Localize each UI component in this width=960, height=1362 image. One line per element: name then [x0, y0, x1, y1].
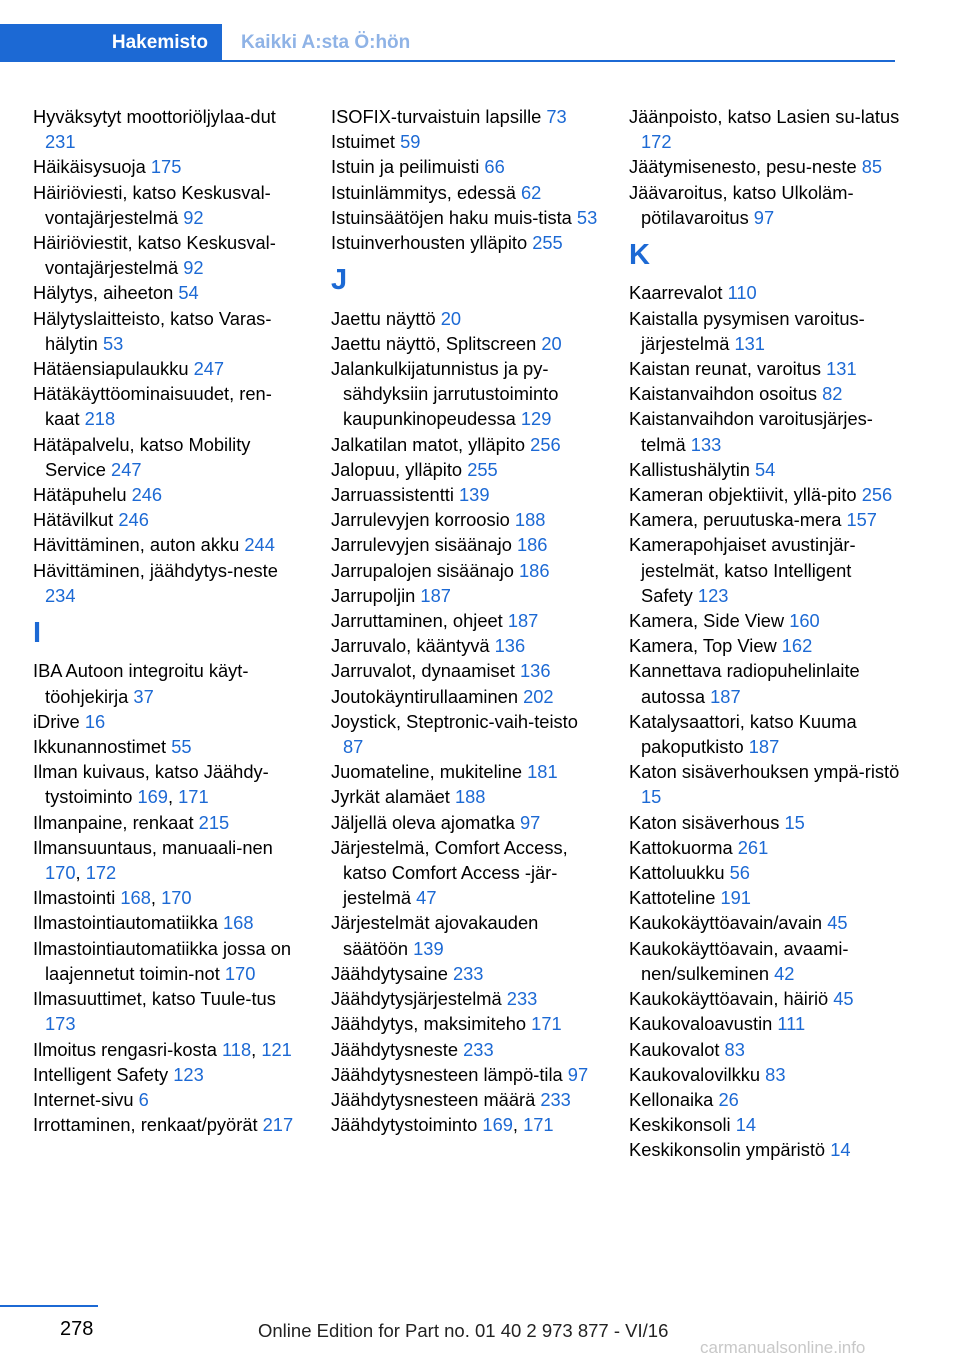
entry-term: Joutokäyntirullaaminen — [331, 685, 524, 707]
entry-term: Juomateline, mukiteline — [331, 761, 528, 783]
page-link[interactable]: 66 — [484, 156, 505, 178]
section-letter: J — [331, 264, 348, 297]
header-divider — [0, 60, 895, 62]
page-link[interactable]: 187 — [420, 584, 451, 606]
entry-term: Kaukovaloavustin — [629, 1013, 778, 1035]
index-entry — [629, 658, 904, 708]
index-entry — [33, 532, 303, 557]
entry-term: Intelligent Safety — [33, 1063, 174, 1085]
page-link[interactable]: 97 — [753, 206, 775, 228]
entry-term: Jalopuu, ylläpito — [331, 458, 468, 480]
index-entry — [331, 129, 601, 154]
entry-term: Kamera, Top View — [629, 635, 782, 657]
page-link[interactable]: 85 — [861, 156, 883, 178]
page-link[interactable]: 171 — [531, 1013, 562, 1035]
index-column-3 — [629, 104, 904, 1163]
index-entry — [33, 381, 303, 431]
page-link[interactable]: 233 — [540, 1088, 571, 1110]
page-separator: , — [167, 786, 179, 808]
page-link[interactable]: 54 — [755, 458, 776, 480]
index-column-1 — [33, 104, 303, 1137]
index-entry — [629, 885, 904, 910]
page-link[interactable]: 218 — [84, 408, 116, 430]
page-link[interactable]: 121 — [261, 1038, 292, 1060]
page-link[interactable]: 234 — [45, 584, 76, 606]
entry-term: Hälytys, aiheeton — [33, 282, 179, 304]
index-entry — [629, 280, 904, 305]
entry-term: Keskikonsoli — [629, 1114, 736, 1136]
entry-term: Järjestelmät ajovakauden säätöön — [331, 912, 539, 959]
page-link[interactable]: 171 — [523, 1114, 554, 1136]
entry-term: Ilman kuivaus, katso Jäähdy‐tystoiminto — [33, 761, 269, 808]
page-link[interactable]: 83 — [765, 1063, 786, 1085]
entry-term: Kaistanvaihdon osoitus — [629, 383, 823, 405]
page-link[interactable]: 175 — [150, 156, 182, 178]
entry-term: Jarrulevyjen korroosio — [331, 509, 515, 531]
page-link[interactable]: 14 — [830, 1139, 851, 1161]
section-letter: I — [33, 617, 42, 650]
page-link[interactable]: 15 — [784, 811, 805, 833]
page-link[interactable]: 169 — [482, 1114, 513, 1136]
entry-term: Irrottaminen, renkaat/pyörät — [33, 1114, 263, 1136]
page-link[interactable]: 136 — [494, 635, 526, 657]
page-link[interactable]: 14 — [735, 1114, 757, 1136]
page-link[interactable]: 231 — [45, 131, 76, 153]
index-entry — [629, 633, 904, 658]
page-separator: , — [75, 862, 86, 884]
entry-term: Häiriöviesti, katso Keskusval‐vontajärjestelmä — [33, 181, 271, 228]
page-link[interactable]: 170 — [224, 962, 256, 984]
page-link[interactable]: 170 — [45, 862, 76, 884]
index-entry — [33, 558, 303, 608]
index-entry — [331, 104, 601, 129]
entry-term: Kaukovalovilkku — [629, 1063, 766, 1085]
index-entry — [629, 356, 904, 381]
index-entry — [33, 507, 303, 532]
page-link[interactable]: 181 — [527, 761, 558, 783]
entry-term: Jäävaroitus, katso Ulkoläm‐pötilavaroitus — [629, 181, 854, 228]
index-entry — [331, 910, 601, 960]
index-entry — [331, 961, 601, 986]
entry-term: Hälytyslaitteisto, katso Varas‐hälytin — [33, 307, 272, 354]
page-link[interactable]: 256 — [861, 484, 893, 506]
page-link[interactable]: 191 — [720, 887, 751, 909]
page-link[interactable]: 47 — [416, 887, 437, 909]
index-entry — [331, 1062, 601, 1087]
index-entry — [629, 910, 904, 935]
entry-term: Kaistalla pysymisen varoitus‐järjestelmä — [629, 307, 865, 354]
footer-divider — [0, 1305, 98, 1307]
index-entry — [629, 532, 904, 608]
page-link[interactable]: 73 — [546, 106, 567, 127]
page-link[interactable]: 20 — [440, 307, 462, 329]
index-entry — [629, 306, 904, 356]
index-entry — [33, 986, 303, 1036]
page-link[interactable]: 123 — [173, 1063, 204, 1085]
index-entry — [331, 835, 601, 911]
page-link[interactable]: 82 — [822, 383, 843, 405]
entry-term: Ikkunannostimet — [33, 736, 172, 758]
index-entry — [629, 1037, 904, 1062]
page-link[interactable]: 217 — [262, 1114, 294, 1136]
page-separator: , — [150, 887, 162, 909]
tab-kaikki-a-o[interactable]: Kaikki A:sta Ö:hön — [241, 32, 411, 53]
entry-term: Jyrkät alamäet — [331, 786, 455, 808]
page-link[interactable]: 97 — [520, 811, 541, 833]
entry-term: Hävittäminen, jäähdytys‐neste — [33, 559, 278, 581]
entry-term: Istuimet — [331, 131, 401, 153]
index-entry — [331, 306, 601, 331]
index-entry — [629, 608, 904, 633]
entry-term: Kamerapohjaiset avustinjär‐jestelmät, katso Intelligent Safety — [629, 534, 856, 606]
header-bar — [0, 24, 895, 62]
page-link[interactable]: 168 — [120, 887, 151, 909]
page-link[interactable]: 136 — [520, 660, 551, 682]
index-entry — [331, 986, 601, 1011]
page-link[interactable]: 246 — [131, 484, 163, 506]
page-link[interactable]: 129 — [520, 408, 552, 430]
entry-term: Kaarrevalot — [629, 282, 728, 304]
index-entry — [331, 633, 601, 658]
page-link[interactable]: 247 — [111, 458, 142, 480]
index-entry — [33, 1062, 303, 1087]
page-link[interactable]: 187 — [710, 685, 741, 707]
page-link[interactable]: 45 — [827, 912, 848, 934]
page-link[interactable]: 173 — [45, 1013, 76, 1035]
page-link[interactable]: 233 — [463, 1038, 494, 1060]
page-link[interactable]: 123 — [697, 584, 729, 606]
page-link[interactable]: 246 — [118, 509, 149, 531]
index-entry — [629, 381, 904, 406]
index-entry — [629, 154, 904, 179]
index-entry — [629, 1062, 904, 1087]
entry-term: Hätäkäyttöominaisuudet, ren‐kaat — [33, 383, 272, 430]
page-separator: , — [512, 1114, 524, 1136]
index-entry — [33, 180, 303, 230]
page-link[interactable]: 37 — [133, 685, 154, 707]
page-link[interactable]: 92 — [183, 206, 204, 228]
page-separator: , — [251, 1038, 262, 1060]
index-entry — [629, 457, 904, 482]
entry-term: Jarrupalojen sisäänajo — [331, 559, 520, 581]
entry-term: Jaettu näyttö, Splitscreen — [331, 332, 542, 354]
entry-term: Internet-sivu — [33, 1088, 139, 1110]
entry-term: Jarruttaminen, ohjeet — [331, 610, 508, 632]
entry-term: Katon sisäverhous — [629, 811, 785, 833]
page-link[interactable]: 188 — [514, 509, 546, 531]
entry-term: Jalkatilan matot, ylläpito — [331, 433, 531, 455]
page-link[interactable]: 118 — [221, 1038, 252, 1060]
page-link[interactable]: 187 — [507, 610, 539, 632]
entry-term: Kallistushälytin — [629, 458, 755, 480]
page-link[interactable]: 172 — [641, 131, 672, 153]
page-link[interactable]: 186 — [519, 559, 550, 581]
index-entry — [331, 658, 601, 683]
page-link[interactable]: 131 — [826, 358, 857, 380]
index-entry — [629, 860, 904, 885]
entry-term: iDrive — [33, 710, 85, 732]
entry-term: Jäähdytysneste — [331, 1038, 464, 1060]
index-entry — [33, 709, 303, 734]
entry-term: Jäähdytysjärjestelmä — [331, 988, 507, 1010]
entry-term: Hätävilkut — [33, 509, 119, 531]
entry-term: Ilmastointiautomatiikka — [33, 912, 223, 934]
index-entry — [331, 331, 601, 356]
entry-term: Jarruvalot, dynaamiset — [331, 660, 520, 682]
page-link[interactable]: 97 — [567, 1063, 589, 1085]
entry-term: Istuinverhousten ylläpito — [331, 232, 533, 254]
entry-term: Kattoluukku — [629, 862, 730, 884]
entry-term: Joystick, Steptronic-vaih‐teisto — [331, 710, 578, 732]
entry-term: Hävittäminen, auton akku — [33, 534, 245, 556]
entry-term: Jäähdytystoiminto — [331, 1114, 483, 1136]
index-entry — [331, 532, 601, 557]
page-link[interactable]: 215 — [198, 811, 230, 833]
entry-term: Kamera, peruutuska‐mera — [629, 509, 847, 531]
page-link[interactable]: 15 — [641, 786, 662, 808]
entry-term: Istuinsäätöjen haku muis‐tista — [331, 206, 577, 228]
index-entry — [33, 810, 303, 835]
page-link[interactable]: 53 — [102, 332, 124, 354]
entry-term: Kattokuorma — [629, 836, 738, 858]
entry-term: Hätäpuhelu — [33, 484, 132, 506]
page-link[interactable]: 59 — [400, 131, 421, 153]
page-link[interactable]: 42 — [774, 962, 795, 984]
entry-term: Istuinlämmitys, edessä — [331, 181, 521, 203]
index-entry — [33, 658, 303, 708]
index-entry — [629, 835, 904, 860]
index-entry — [33, 885, 303, 910]
index-entry — [629, 406, 904, 456]
index-entry — [331, 709, 601, 759]
index-entry — [33, 154, 303, 179]
watermark: carmanualsonline.info — [700, 1338, 866, 1357]
page-link[interactable]: 187 — [748, 736, 780, 758]
entry-term: Kaukokäyttöavain, häiriö — [629, 988, 834, 1010]
page-link[interactable]: 157 — [846, 509, 877, 531]
entry-term: Kattoteline — [629, 887, 721, 909]
index-entry — [629, 180, 904, 230]
index-entry — [629, 104, 904, 154]
index-entry — [331, 684, 601, 709]
entry-term: Kameran objektiivit, yllä‐pito — [629, 484, 862, 506]
entry-term: Kaistanvaihdon varoitusjärjes‐telmä — [629, 408, 873, 455]
index-entry — [629, 936, 904, 986]
entry-term: Kaukokäyttöavain, avaami‐nen/sulkeminen — [629, 937, 849, 984]
index-entry — [331, 180, 601, 205]
index-entry — [331, 482, 601, 507]
entry-term: Kamera, Side View — [629, 610, 790, 632]
entry-term: ISOFIX-turvaistuin lapsille — [331, 106, 547, 127]
index-entry — [33, 482, 303, 507]
entry-term: Häikäisysuoja — [33, 156, 151, 178]
index-entry — [33, 280, 303, 305]
index-entry — [629, 709, 904, 759]
page-link[interactable]: 202 — [523, 685, 554, 707]
entry-term: Ilmastointi — [33, 887, 121, 909]
entry-term: Ilmasuuttimet, katso Tuule‐tus — [33, 988, 276, 1010]
index-entry — [331, 457, 601, 482]
page-link[interactable]: 56 — [729, 862, 750, 884]
index-entry — [33, 104, 303, 154]
page-link[interactable]: 255 — [467, 458, 498, 480]
index-entry — [629, 1112, 904, 1137]
page-link[interactable]: 62 — [521, 181, 542, 203]
page-link[interactable]: 110 — [727, 282, 757, 304]
page-link[interactable]: 55 — [171, 736, 192, 758]
index-column-2 — [331, 104, 601, 1137]
page-link[interactable]: 247 — [193, 358, 225, 380]
index-entry — [33, 835, 303, 885]
index-entry — [629, 810, 904, 835]
entry-term: Jarruassistentti — [331, 484, 460, 506]
entry-term: Keskikonsolin ympäristö — [629, 1139, 831, 1161]
index-entry — [629, 986, 904, 1011]
index-entry — [629, 1087, 904, 1112]
index-entry — [331, 1011, 601, 1036]
index-entry — [33, 1037, 303, 1062]
entry-term: Jäähdytysaine — [331, 962, 453, 984]
page-link[interactable]: 255 — [532, 232, 563, 254]
page-link[interactable]: 170 — [161, 887, 192, 909]
entry-term: Häiriöviestit, katso Keskusval‐vontajärjestelmä — [33, 232, 276, 279]
index-entry — [331, 583, 601, 608]
index-entry — [331, 205, 601, 230]
page-link[interactable]: 26 — [718, 1088, 739, 1110]
entry-term: Ilmansuuntaus, manuaali‐nen — [33, 836, 273, 858]
page-link[interactable]: 139 — [459, 484, 490, 506]
page-link[interactable]: 83 — [724, 1038, 745, 1060]
entry-term: Kaukokäyttöavain/avain — [629, 912, 828, 934]
index-entry — [33, 759, 303, 809]
index-entry — [33, 936, 303, 986]
entry-term: Järjestelmä, Comfort Access, katso Comfort Access -jär‐jestelmä — [331, 836, 568, 909]
page-link[interactable]: 20 — [541, 332, 562, 354]
page-link[interactable]: 92 — [183, 257, 204, 279]
page-link[interactable]: 256 — [530, 433, 561, 455]
entry-term: Kannettava radiopuhelinlaite autossa — [629, 660, 860, 707]
entry-term: Katon sisäverhouksen ympä‐ristö — [629, 761, 900, 783]
entry-term: Jäänpoisto, katso Lasien su‐latus — [629, 106, 900, 127]
index-entry — [629, 507, 904, 532]
page-link[interactable]: 111 — [777, 1013, 806, 1035]
index-entry — [331, 784, 601, 809]
index-entry — [33, 734, 303, 759]
page-link[interactable]: 139 — [413, 937, 444, 959]
index-entry — [33, 910, 303, 935]
entry-term: IBA Autoon integroitu käyt‐töohjekirja — [33, 660, 249, 707]
index-entry — [331, 608, 601, 633]
index-entry — [629, 759, 904, 809]
entry-term: Jalankulkijatunnistus ja py‐sähdyksiin jarrutustoiminto kaupunkinopeudessa — [331, 358, 559, 430]
entry-term: Kellonaika — [629, 1088, 719, 1110]
page-link[interactable]: 53 — [576, 206, 598, 228]
index-entry — [331, 759, 601, 784]
entry-term: Jarruvalo, kääntyvä — [331, 635, 495, 657]
entry-term: Jäähdytysnesteen lämpö‐tila — [331, 1063, 568, 1085]
entry-term: Ilmastointiautomatiikka jossa on laajennetut toimin‐not — [33, 937, 292, 984]
page-link[interactable]: 188 — [454, 786, 486, 808]
page-link[interactable]: 131 — [734, 332, 765, 354]
page-link[interactable]: 54 — [178, 282, 199, 304]
index-entry — [33, 432, 303, 482]
index-entry — [33, 1087, 303, 1112]
index-entry — [629, 1137, 904, 1162]
index-entry — [331, 1087, 601, 1112]
entry-term: Katalysaattori, katso Kuuma pakoputkisto — [629, 710, 857, 758]
entry-term: Jarrulevyjen sisäänajo — [331, 534, 517, 556]
index-entry — [629, 1011, 904, 1036]
index-entry — [331, 1112, 601, 1137]
index-entry — [331, 1037, 601, 1062]
section-letter: K — [629, 239, 650, 272]
index-entry — [33, 1112, 303, 1137]
index-entry — [33, 356, 303, 381]
index-entry — [331, 810, 601, 835]
page-link[interactable]: 160 — [789, 610, 820, 632]
page-link[interactable]: 233 — [452, 962, 484, 984]
page-link[interactable]: 162 — [781, 635, 813, 657]
entry-term: Kaukovalot — [629, 1038, 725, 1060]
entry-term: Ilmoitus rengasri‐kosta — [33, 1038, 222, 1060]
index-entry — [331, 558, 601, 583]
entry-term: Jäätymisenesto, pesu‐neste — [629, 156, 862, 178]
page-link[interactable]: 261 — [737, 836, 769, 858]
tab-hakemisto[interactable]: Hakemisto — [0, 24, 222, 62]
page-link[interactable]: 45 — [833, 988, 854, 1010]
entry-term: Ilmanpaine, renkaat — [33, 811, 199, 833]
index-entry — [33, 230, 303, 280]
page-link[interactable]: 16 — [84, 710, 106, 732]
page-link[interactable]: 171 — [178, 786, 209, 808]
entry-term: Hätäensiapulaukku — [33, 358, 194, 380]
index-entry — [331, 432, 601, 457]
index-entry — [331, 230, 601, 255]
entry-term: Jaettu näyttö — [331, 307, 441, 329]
entry-term: Hätäpalvelu, katso Mobility Service — [33, 433, 251, 480]
page-number: 278 — [60, 1318, 94, 1340]
page-link[interactable]: 87 — [343, 736, 364, 758]
index-entry — [33, 306, 303, 356]
entry-term: Istuin ja peilimuisti — [331, 156, 485, 178]
page-link[interactable]: 244 — [244, 534, 275, 556]
edition-text: Online Edition for Part no. 01 40 2 973 877 - VI/16 — [258, 1320, 669, 1341]
page-link[interactable]: 233 — [506, 988, 538, 1010]
index-entry — [331, 356, 601, 432]
page-link[interactable]: 169 — [137, 786, 168, 808]
page-link[interactable]: 6 — [138, 1088, 149, 1110]
page-link[interactable]: 133 — [690, 433, 722, 455]
index-entry — [331, 154, 601, 179]
page-link[interactable]: 186 — [516, 534, 548, 556]
entry-term: Kaistan reunat, varoitus — [629, 358, 827, 380]
index-entry — [629, 482, 904, 507]
entry-term: Jarrupoljin — [331, 584, 421, 606]
index-entry — [331, 507, 601, 532]
entry-term: Hyväksytyt moottoriöljylaa‐dut — [33, 106, 276, 127]
entry-term: Jäähdytys, maksimiteho — [331, 1013, 532, 1035]
entry-term: Jäljellä oleva ajomatka — [331, 811, 521, 833]
entry-term: Jäähdytysnesteen määrä — [331, 1088, 541, 1110]
page-link[interactable]: 168 — [223, 912, 254, 934]
page-link[interactable]: 172 — [85, 862, 117, 884]
